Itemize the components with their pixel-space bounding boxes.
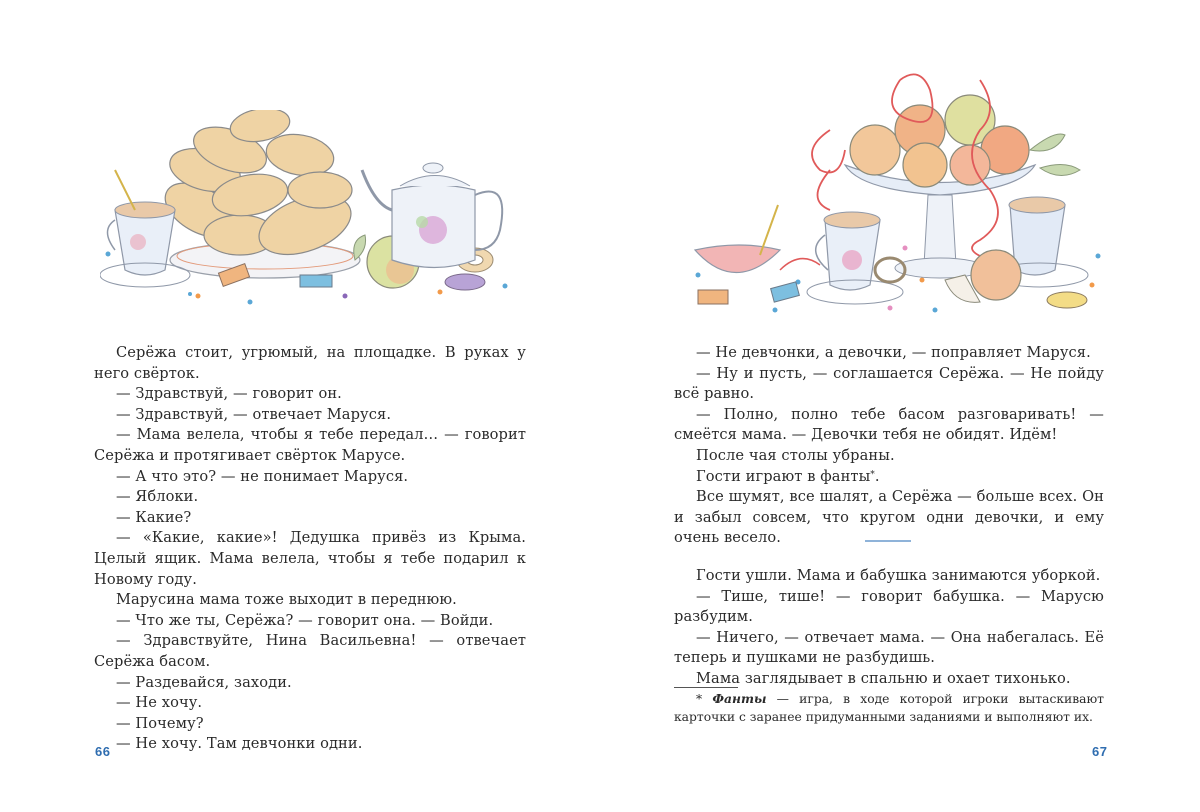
paragraph: — Здравствуйте, Нина Васильевна! — отвечает Серёжа басом. [94, 632, 526, 670]
paragraph: — Здравствуй, — отвечает Маруся. [116, 405, 392, 423]
right-page [600, 0, 1200, 812]
footnote-text: — игра, в ходе которой игроки вытаскивают карточки с заранее придуманными заданиями и выполняют их. [674, 692, 1104, 724]
paragraph: — Не хочу. Там девчонки одни. [116, 735, 363, 753]
footnote-term: Фанты [712, 691, 767, 706]
paragraph: Гости играют в фанты*. [696, 467, 880, 485]
paragraph: — Ну и пусть, — соглашается Серёжа. — Не пойду всё равно. [674, 364, 1104, 403]
paragraph: Серёжа стоит, угрюмый, на площадке. В руках у него свёрток. [94, 344, 526, 382]
footnote-rule [674, 687, 738, 688]
left-page-body-text [94, 343, 526, 755]
section-divider [865, 540, 911, 542]
fruit-stand-illustration [680, 70, 1120, 320]
paragraph: Мама заглядывает в спальню и охает тихонько. [696, 669, 1071, 687]
paragraph: Гости ушли. Мама и бабушка занимаются уборкой. [696, 567, 1101, 584]
tea-buns-illustration [100, 110, 540, 310]
footnote-marker: * [870, 469, 875, 480]
paragraph: — Здравствуй, — говорит он. [116, 385, 342, 403]
paragraph: Все шумят, все шалят, а Серёжа — больше всех. Он и забыл совсем, что кругом одни девочки, и ему очень весело. [674, 488, 1104, 547]
page-number: 66 [95, 744, 111, 759]
paragraph: — «Какие, какие»! Дедушка привёз из Крыма. Целый ящик. Мама велела, чтобы я тебе подарил к Новому году. [94, 529, 526, 588]
paragraph: — А что это? — не понимает Маруся. [116, 467, 409, 485]
paragraph: — Яблоки. [116, 488, 199, 506]
right-page-body-text-before-break [674, 343, 1104, 549]
paragraph: — Не хочу. [116, 694, 203, 712]
paragraph: — Полно, полно тебе басом разговаривать! — смеётся мама. — Девочки тебя не обидят. Идём! [674, 405, 1104, 444]
paragraph: После чая столы убраны. [696, 446, 895, 464]
footnote [674, 690, 1104, 726]
paragraph: — Ничего, — отвечает мама. — Она набегалась. Её теперь и пушками не разбудишь. [674, 628, 1104, 667]
paragraph: — Раздевайся, заходи. [116, 673, 292, 691]
right-page-body-text-after-break [674, 566, 1104, 690]
page-number: 67 [1092, 744, 1108, 759]
paragraph: — Что же ты, Серёжа? — говорит она. — Войди. [116, 611, 494, 629]
footnote-marker: * [696, 692, 703, 706]
paragraph: Марусина мама тоже выходит в переднюю. [116, 591, 457, 609]
paragraph: — Мама велела, чтобы я тебе передал… — говорит Серёжа и протягивает свёрток Марусе. [94, 426, 526, 464]
paragraph: — Какие? [116, 508, 192, 526]
paragraph: — Почему? [116, 714, 204, 732]
paragraph: — Тише, тише! — говорит бабушка. — Марусю разбудим. [674, 587, 1104, 626]
paragraph: — Не девчонки, а девочки, — поправляет Маруся. [696, 344, 1091, 361]
